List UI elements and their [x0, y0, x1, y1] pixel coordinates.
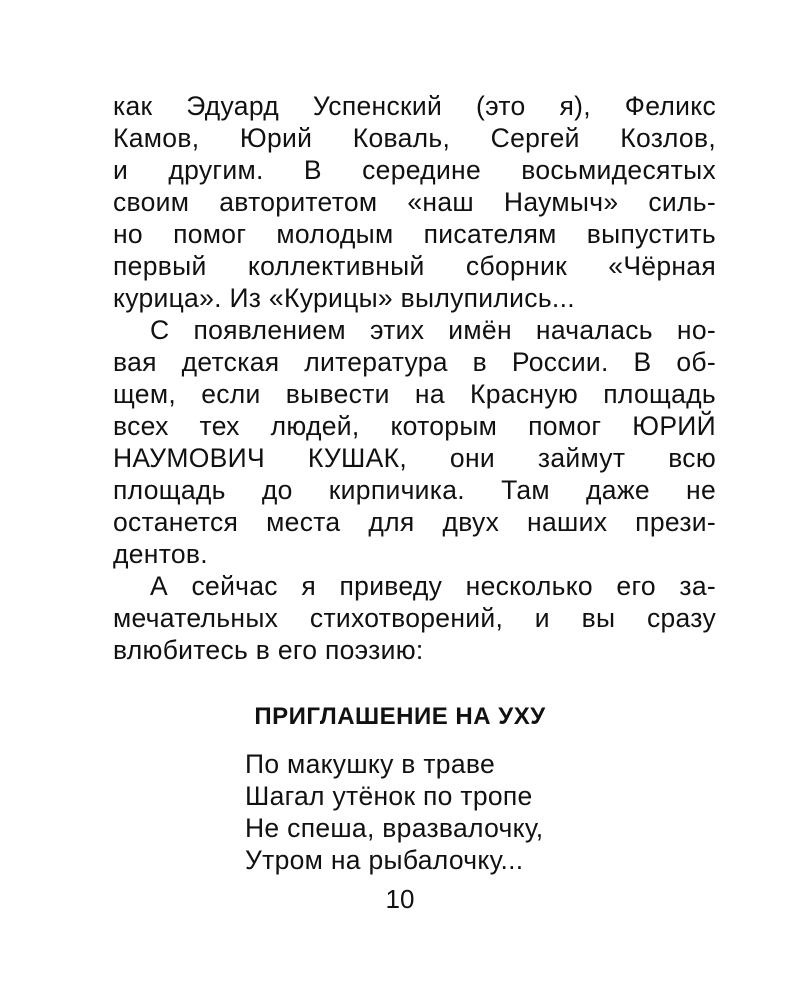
poem-line: Не спеша, вразвалочку, [245, 813, 544, 843]
text-line: останется места для двух наших прези- [113, 507, 716, 537]
poem-line: Шагал утёнок по тропе [245, 781, 533, 811]
poem-line: По макушку в траве [245, 749, 495, 779]
text-line: и другим. В середине восьмидесятых [113, 155, 716, 185]
text-line: влюбитесь в его поэзию: [113, 635, 424, 665]
text-line: А сейчас я приведу несколько его за- [150, 571, 716, 601]
text-line: мечательных стихотворений, и вы сразу [113, 603, 716, 633]
text-line: всех тех людей, которым помог ЮРИЙ [113, 411, 716, 441]
text-line: дентов. [113, 539, 208, 569]
text-line: но помог молодым писателям выпустить [113, 219, 716, 249]
text-line: первый коллективный сборник «Чёрная [113, 251, 716, 281]
text-line: как Эдуард Успенский (это я), Феликс [113, 91, 716, 121]
text-line: площадь до кирпичика. Там даже не [113, 475, 716, 505]
poem-line: Утром на рыбалочку... [245, 845, 524, 875]
text-line: Камов, Юрий Коваль, Сергей Козлов, [113, 123, 716, 153]
text-line: своим авторитетом «наш Наумыч» силь- [113, 187, 716, 217]
page-number: 10 [385, 884, 415, 914]
text-line: вая детская литература в России. В об- [113, 347, 716, 377]
text-line: НАУМОВИЧ КУШАК, они займут всю [113, 443, 716, 473]
text-line: щем, если вывести на Красную площадь [113, 379, 716, 409]
text-line: С появлением этих имён началась но- [150, 315, 716, 345]
text-line: курица». Из «Курицы» вылупились... [113, 283, 575, 313]
poem-title: ПРИГЛАШЕНИЕ НА УХУ [254, 703, 546, 730]
